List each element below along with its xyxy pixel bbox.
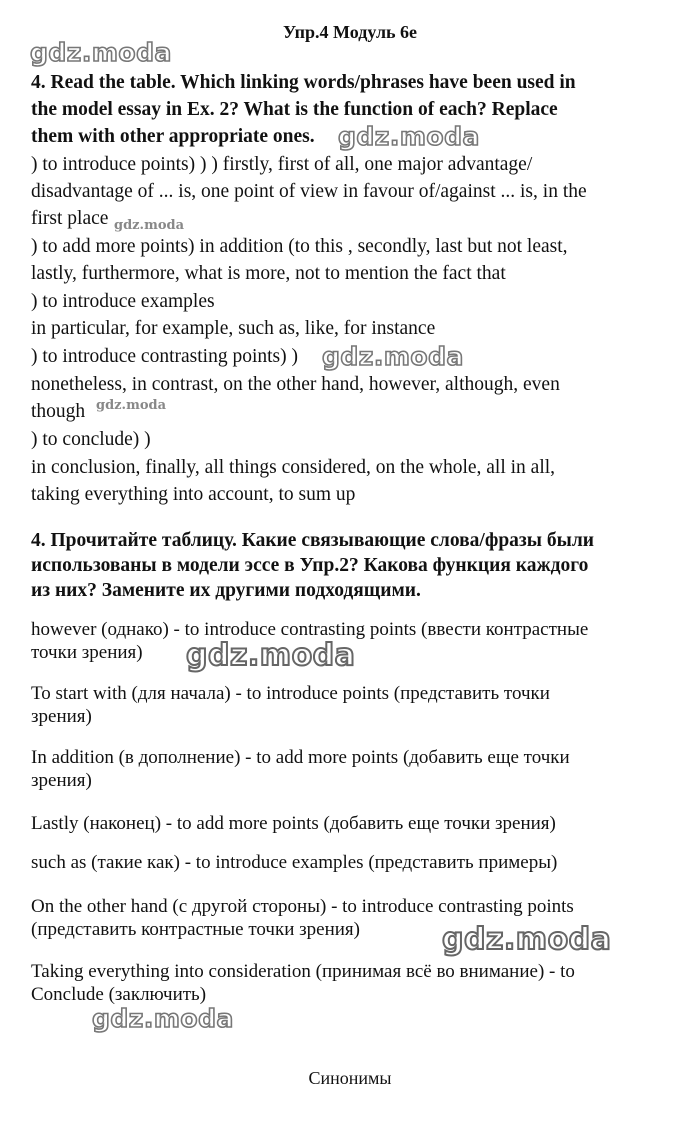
answer-line-4: зрения) — [31, 706, 92, 727]
answer-line-9: On the other hand (с другой стороны) - to introduce contrasting points — [31, 896, 574, 917]
table-line-11: ) to conclude) ) — [31, 429, 151, 450]
answer-line-2: точки зрения) — [31, 642, 143, 663]
watermark-logo: gdz.moda — [338, 122, 480, 151]
answer-line-6: зрения) — [31, 770, 92, 791]
page-title: Упр.4 Модуль 6e — [282, 22, 418, 42]
table-line-6: ) to introduce examples — [31, 291, 215, 312]
watermark-logo: gdz.moda — [96, 398, 167, 413]
watermark-logo: gdz.moda — [322, 342, 464, 371]
answer-line-1: however (однако) - to introduce contrasting points (ввести контрастные — [31, 619, 589, 640]
answer-line-7: Lastly (наконец) - to add more points (добавить еще точки зрения) — [31, 813, 556, 834]
watermark-logo: gdz.moda — [114, 218, 185, 233]
task-ru-line-2: использованы в модели эссе в Упр.2? Какова функция каждого — [31, 555, 589, 576]
answer-line-8: such as (такие как) - to introduce examples (представить примеры) — [31, 852, 558, 873]
table-line-7: in particular, for example, such as, like, for instance — [31, 318, 436, 339]
answer-line-11: Taking everything into consideration (принимая всё во внимание) - to — [31, 961, 575, 982]
watermark-logo: gdz.moda — [186, 638, 356, 673]
task-en-line-2: the model essay in Ex. 2? What is the function of each? Replace — [31, 99, 558, 120]
task-ru-line-1: 4. Прочитайте таблицу. Какие связывающие слова/фразы были — [31, 530, 595, 551]
answer-line-3: To start with (для начала) - to introduce points (представить точки — [31, 683, 550, 704]
table-line-3: first place — [31, 208, 109, 229]
answer-line-12: Conclude (заключить) — [31, 984, 207, 1005]
task-en-line-3: them with other appropriate ones. — [31, 126, 315, 147]
table-line-9: nonetheless, in contrast, on the other hand, however, although, even — [31, 374, 560, 395]
task-ru-line-3: из них? Замените их другими подходящими. — [31, 580, 421, 601]
footer-synonyms: Синонимы — [308, 1068, 392, 1088]
watermark-logo: gdz.moda — [30, 38, 172, 67]
table-line-5: lastly, furthermore, what is more, not to mention the fact that — [31, 263, 506, 284]
answer-line-5: In addition (в дополнение) - to add more points (добавить еще точки — [31, 747, 570, 768]
table-line-10: though — [31, 401, 86, 422]
watermark-logo: gdz.moda — [442, 922, 612, 957]
table-line-8: ) to introduce contrasting points) ) — [31, 346, 298, 367]
table-line-4: ) to add more points) in addition (to this , secondly, last but not least, — [31, 236, 568, 257]
table-line-1: ) to introduce points) ) ) firstly, first of all, one major advantage/ — [31, 154, 533, 175]
table-line-12: in conclusion, finally, all things considered, on the whole, all in all, — [31, 457, 556, 478]
answer-line-10: (представить контрастные точки зрения) — [31, 919, 360, 940]
table-line-13: taking everything into account, to sum up — [31, 484, 356, 505]
task-en-line-1: 4. Read the table. Which linking words/phrases have been used in — [31, 72, 576, 93]
watermark-logo: gdz.moda — [92, 1004, 234, 1033]
table-line-2: disadvantage of ... is, one point of view in favour of/against ... is, in the — [31, 181, 587, 202]
